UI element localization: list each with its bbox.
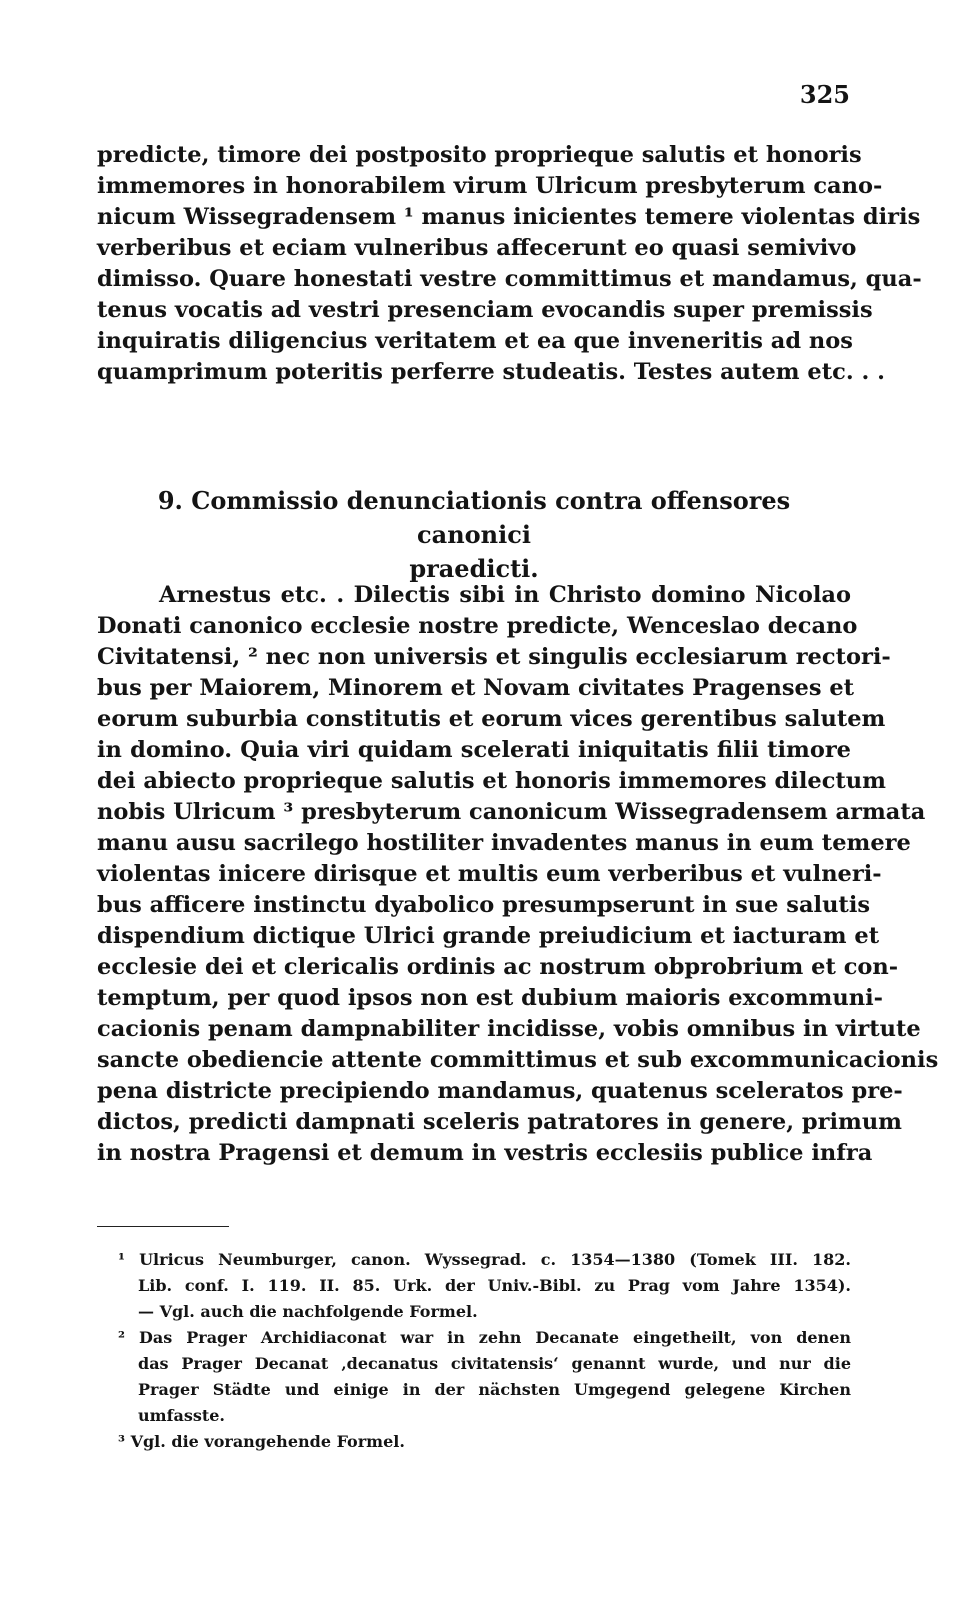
text-line: dispendium dictique Ulrici grande preiudicium et iacturam et [97,923,880,949]
text-line: bus afficere instinctu dyabolico presumpserunt in sue salutis [97,892,871,918]
text-line: cacionis penam dampnabiliter incidisse, vobis omnibus in virtute [97,1016,921,1042]
footnote-1-line: Lib. conf. I. 119. II. 85. Urk. der Univ.-Bibl. zu Prag vom Jahre 1354). [138,1276,851,1295]
text-line: manu ausu sacrilego hostiliter invadentes manus in eum temere [97,830,911,856]
text-line: ecclesie dei et clericalis ordinis ac nostrum obprobrium et con- [97,954,899,980]
heading-line: 9. Commissio denunciationis contra offensores canonici [157,486,791,549]
text-line: verberibus et eciam vulneribus affecerunt eo quasi semivivo [97,235,857,261]
footnote-2-line: umfasste. [138,1406,225,1425]
text-line: Donati canonico ecclesie nostre predicte, Wenceslao decano [97,613,858,639]
text-line: immemores in honorabilem virum Ulricum presbyterum cano- [97,173,883,199]
text-line: violentas inicere dirisque et multis eum verberibus et vulneri- [97,861,882,887]
text-line: temptum, per quod ipsos non est dubium maioris excommuni- [97,985,883,1011]
text-line: predicte, timore dei postposito proprieque salutis et honoris [97,142,862,168]
text-line: dictos, predicti dampnati sceleris patratores in genere, primum [97,1109,902,1135]
text-line: eorum suburbia constitutis et eorum vices gerentibus salutem [97,706,886,732]
text-line: quamprimum poteritis perferre studeatis. Testes autem etc. . . [97,359,885,385]
heading-line: praedicti. [409,554,539,583]
text-line: nobis Ulricum ³ presbyterum canonicum Wissegradensem armata [97,799,926,825]
footnote-2-line: ² Das Prager Archidiaconat war in zehn Decanate eingetheilt, von denen [118,1328,851,1347]
footnote-2-line: das Prager Decanat ‚decanatus civitatensis‘ genannt wurde, und nur die [138,1354,851,1373]
text-line: inquiratis diligencius veritatem et ea que inveneritis ad nos [97,328,853,354]
text-line: pena districte precipiendo mandamus, quatenus sceleratos pre- [97,1078,903,1104]
text-line: bus per Maiorem, Minorem et Novam civitates Pragenses et [97,675,855,701]
paragraph-continuation [97,140,922,388]
section-heading [97,484,851,586]
footnote-divider [97,1226,229,1227]
text-line: tenus vocatis ad vestri presenciam evocandis super premissis [97,297,873,323]
page-number: 325 [799,80,850,109]
text-line: dimisso. Quare honestati vestre committimus et mandamus, qua- [97,266,922,292]
text-line: in domino. Quia viri quidam scelerati iniquitatis filii timore [97,737,851,763]
text-line: nicum Wissegradensem ¹ manus inicientes temere violentas diris [97,204,921,230]
text-line: sancte obediencie attente committimus et sub excommunicacionis [97,1047,939,1073]
footnote-1-line: — Vgl. auch die nachfolgende Formel. [138,1302,478,1321]
footnote-3-line: ³ Vgl. die vorangehende Formel. [118,1432,405,1451]
footnote-2-line: Prager Städte und einige in der nächsten Umgegend gelegene Kirchen [138,1380,851,1399]
footnote-1-line: ¹ Ulricus Neumburger, canon. Wyssegrad. c. 1354—1380 (Tomek III. 182. [118,1250,851,1269]
text-line: Arnestus etc. . Dilectis sibi in Christo domino Nicolao [159,582,851,608]
paragraph-body [97,580,939,1169]
text-line: Civitatensi, ² nec non universis et singulis ecclesiarum rectori- [97,644,891,670]
text-line: dei abiecto proprieque salutis et honoris immemores dilectum [97,768,886,794]
text-line: in nostra Pragensi et demum in vestris ecclesiis publice infra [97,1140,873,1166]
footnotes [118,1247,851,1455]
